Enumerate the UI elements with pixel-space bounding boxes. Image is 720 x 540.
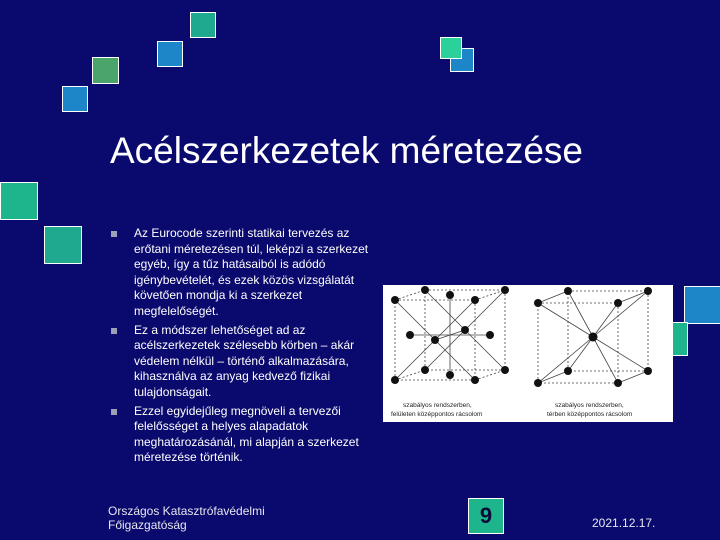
bullet-text: Az Eurocode szerinti statikai tervezés az erőtani méretezésen túl, leképzi a szerkezet egyéb, így a tűz hatásaiból is adódó igénybevételét, és ezek közös vizsgálatát követően mondja ki a szerkezet megfelelőségét. (134, 226, 369, 318)
bullet-list (108, 226, 376, 469)
bullet-square-icon (111, 231, 117, 237)
decor-square (157, 41, 183, 67)
bullet-square-icon (111, 328, 117, 334)
crystal-lattice-figure (383, 285, 673, 422)
footer-organization (108, 504, 265, 532)
footer-org-line1: Országos Katasztrófavédelmi (108, 504, 265, 518)
caption-right-line2: térben középpontos rácsolom (547, 411, 633, 418)
page-number: 9 (468, 498, 504, 534)
bullet-item (108, 404, 376, 466)
footer-org-line2: Főigazgatóság (108, 518, 187, 532)
bullet-item (108, 323, 376, 401)
caption-right-line1: szabályos rendszerben, (555, 402, 624, 409)
bullet-text: Ezzel egyidejűleg megnöveli a tervezői felelősséget a helyes alapadatok meghatározásánál, mi alapján a szerkezet méretezése történik. (134, 403, 359, 465)
decor-square (190, 12, 216, 38)
bullet-text: Ez a módszer lehetőséget ad az acélszerkezetek szélesebb körben – akár védelem nélkül – történő alkalmazására, kihasználva az anyag kedvező fizikai tulajdonságait. (134, 322, 355, 399)
decor-square (0, 182, 38, 220)
bullet-square-icon (111, 409, 117, 415)
caption-left-line1: szabályos rendszerben, (403, 402, 472, 409)
footer-date: 2021.12.17. (592, 516, 656, 530)
decor-square (62, 86, 88, 112)
decor-square (92, 57, 119, 84)
decor-square (684, 286, 720, 324)
decor-square (44, 226, 82, 264)
bullet-item (108, 226, 376, 320)
slide-title: Acélszerkezetek méretezése (110, 130, 583, 171)
lattice-diagram (383, 285, 673, 422)
caption-left-line2: felületen középpontos rácsolom (391, 411, 483, 418)
decor-square (440, 37, 462, 59)
